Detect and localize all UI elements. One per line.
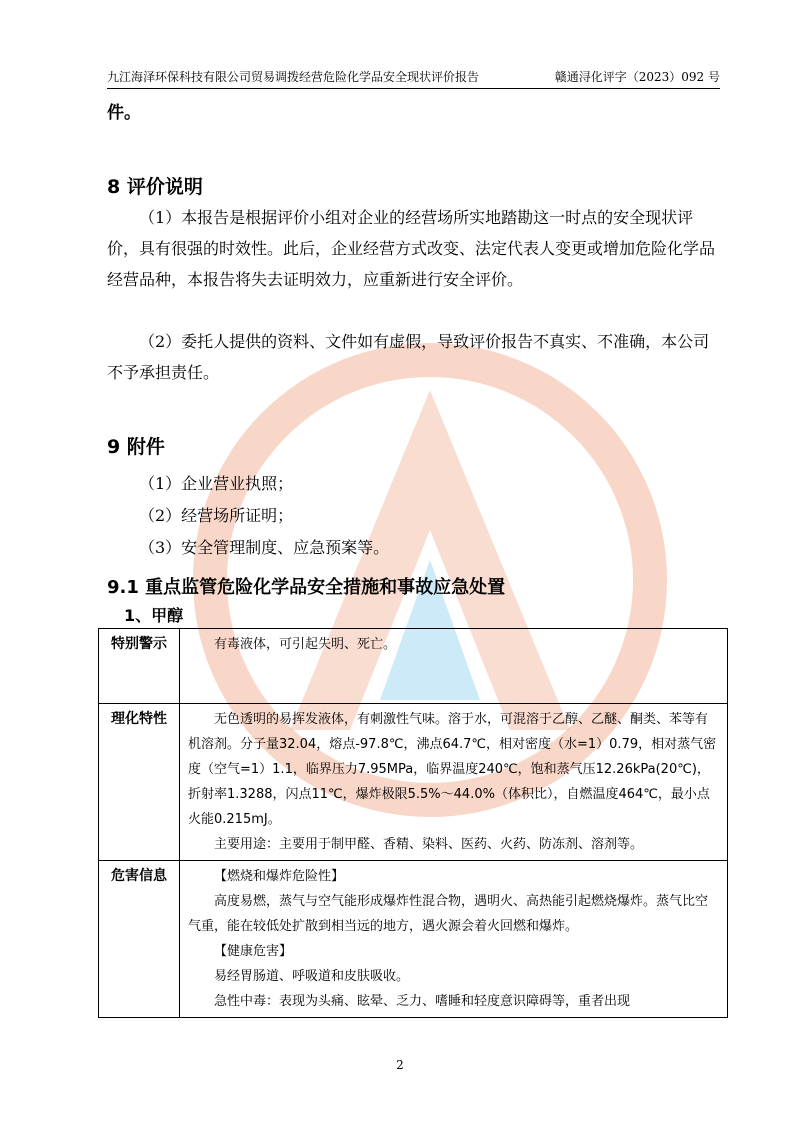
chemical-name: 1、甲醇 bbox=[124, 606, 184, 625]
usage-text: 主要用途：主要用于制甲醛、香精、染料、医药、火药、防冻剂、溶剂等。 bbox=[214, 837, 644, 852]
row-content bbox=[180, 861, 728, 1018]
row-content bbox=[180, 629, 728, 704]
row-label: 特别警示 bbox=[99, 629, 180, 704]
hazard-text: 高度易燃，蒸气与空气能形成爆炸性混合物，遇明火、高热能引起燃烧爆炸。蒸气比空气重，能在较低处扩散到相当远的地方，遇火源会着火回燃和爆炸。 bbox=[188, 894, 709, 934]
continuation-text: 件。 bbox=[107, 103, 141, 123]
row-content bbox=[180, 704, 728, 861]
hazard-text: 急性中毒：表现为头痛、眩晕、乏力、嗜睡和轻度意识障碍等，重者出现 bbox=[214, 994, 631, 1009]
hazard-subheading: 【燃烧和爆炸危险性】 bbox=[214, 869, 345, 884]
section-8-para-1: （1）本报告是根据评价小组对企业的经营场所实地踏勘这一时点的安全现状评价，具有很强的时效性。此后，企业经营方式改变、法定代表人变更或增加危险化学品经营品种，本报告将失去证明效力，应重新进行安全评价。 bbox=[107, 208, 716, 289]
attachment-item: （2）经营场所证明； bbox=[139, 506, 294, 525]
warning-text: 有毒液体，可引起失明、死亡。 bbox=[214, 637, 397, 652]
row-label: 理化特性 bbox=[99, 704, 180, 861]
section-9-heading: 9 附件 bbox=[107, 436, 165, 458]
table-row bbox=[99, 861, 728, 1018]
row-label: 危害信息 bbox=[99, 861, 180, 1018]
properties-text: 无色透明的易挥发液体，有刺激性气味。溶于水，可混溶于乙醇、乙醚、酮类、苯等有机溶剂。分子量32.04，熔点-97.8℃，沸点64.7℃，相对密度（水=1）0.79，相对蒸气密度（空气=1）1.1，临界压力7.95MPa，临界温度240℃，饱和蒸气压12.26kPa(20℃)，折射率1.3288，闪点11℃，爆炸极限5.5%～44.0%（体积比），自燃温度464℃，最小点火能0.215mJ。 bbox=[188, 712, 717, 827]
section-9-1-heading: 9.1 重点监管危险化学品安全措施和事故应急处置 bbox=[107, 577, 506, 598]
hazard-text: 易经胃肠道、呼吸道和皮肤吸收。 bbox=[214, 969, 410, 984]
table-row bbox=[99, 704, 728, 861]
section-8-para-2: （2）委托人提供的资料、文件如有虚假，导致评价报告不真实、不准确，本公司不予承担责任。 bbox=[107, 332, 710, 382]
hazard-subheading: 【健康危害】 bbox=[214, 944, 293, 959]
chemical-safety-table bbox=[98, 628, 728, 1018]
page-number: 2 bbox=[396, 1058, 404, 1072]
table-row bbox=[99, 629, 728, 704]
attachment-item: （1）企业营业执照； bbox=[139, 474, 294, 493]
report-title: 九江海泽环保科技有限公司贸易调拨经营危险化学品安全现状评价报告 bbox=[107, 70, 480, 84]
document-number: 赣通浔化评字（2023）092 号 bbox=[554, 70, 720, 84]
page-header bbox=[107, 66, 720, 89]
attachment-item: （3）安全管理制度、应急预案等。 bbox=[139, 538, 390, 557]
section-8-heading: 8 评价说明 bbox=[107, 176, 203, 198]
